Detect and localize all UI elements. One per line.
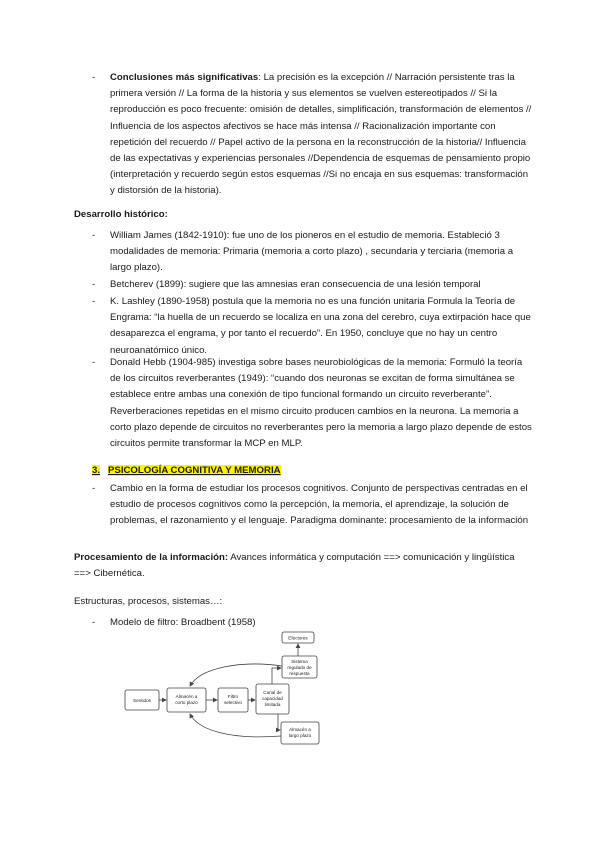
section3-item (92, 481, 532, 530)
section3-number: 3. (92, 465, 101, 476)
label-canal-1: Canal de (263, 690, 282, 695)
bullet-dash: - (92, 483, 96, 494)
label-sentidos: Sentidos (133, 698, 151, 703)
desarrollo-item-lashley (92, 294, 532, 359)
bullet-dash: - (92, 72, 96, 83)
label-almacen-lp-1: Almacén a (289, 727, 311, 732)
section3-heading (92, 463, 281, 479)
label-efectores: Efectores (288, 635, 308, 641)
label-sistema-2: regulado de (287, 665, 312, 670)
bullet-dash: - (92, 230, 96, 241)
arrow-feedback-top (190, 664, 282, 686)
conclusiones-text: : La precisión es la excepción // Narración persistente tras la primera versión // La forma de la historia y sus elementos se vuelven estereotipados // Si la reproducción es poco frecuente: omisión de detalles, simplificación, transformación de elementos // Influencia de los aspectos afectivos se hace más intensa // Racionalización importante con repetición del recuerdo // Papel activo de la persona en la reconstrucción de la historia// Influencia de las expectativas y experiencias personales //Dependencia de esquemas de pensamiento propio (interpretación y recuerdo según estos esquemas //Si no encaja en sus esquemas: transformación y distorsión de la historia). (110, 72, 532, 197)
desarrollo-item-hebb (92, 355, 532, 452)
desarrollo-item-text: K. Lashley (1890-1958) postula que la memoria no es una función unitaria Formula la Teoría de Engrama: “la huella de un recuerdo se localiza en una zona del cerebro, cuya extirpación hace que desaparezca el engrama, y por tanto el recuerdo”. En 1950, concluye que no hay un centro neuroanatómico único. (110, 296, 531, 356)
arrow-feedback-bottom (190, 714, 281, 737)
desarrollo-item-text: Betcherev (1899): sugiere que las amnesias eran consecuencia de una lesión temporal (110, 279, 481, 290)
conclusiones-body (110, 70, 532, 200)
bullet-dash: - (92, 279, 96, 290)
label-filtro-1: Filtro (227, 694, 239, 699)
label-canal-2: capacidad (262, 696, 283, 701)
label-sistema-3: respuesta (289, 671, 310, 676)
bullet-dash: - (92, 357, 96, 368)
conclusiones-item (92, 70, 532, 200)
label-sistema-1: Sistema (291, 659, 308, 664)
label-almacen-cp-2: corto plazo (175, 700, 198, 705)
conclusiones-label: Conclusiones más significativas (110, 72, 259, 83)
desarrollo-item-text: Donald Hebb (1904-985) investiga sobre bases neurobiológicas de la memoria: Formuló la teoría de los circuitos reverberantes (1949): “cuando dos neuronas se excitan de forma simultánea se establece entre ambas una conexión de tipo funcional formando un circuito reverberante”. Reverberaciones repetidas en el mismo circuito producen cambios en la neurona. La memoria a corto plazo depende de circuitos no reverberantes pero la memoria a largo plazo depende de estos circuitos permite transformar la MCP en MLP. (110, 357, 532, 450)
arrow-canal-largo (278, 714, 280, 730)
arrow-canal-sistema (272, 668, 281, 684)
desarrollo-item-james (92, 228, 532, 277)
section3-title: PSICOLOGÍA COGNITIVA Y MEMORIA (108, 465, 281, 476)
bullet-dash: - (92, 296, 96, 307)
estructuras-line: Estructuras, procesos, sistemas…: (74, 596, 223, 607)
desarrollo-item-betcherev (92, 277, 532, 293)
bullet-dash: - (92, 617, 96, 628)
procesamiento-label: Procesamiento de la información: (74, 552, 229, 563)
label-almacen-cp-1: Almacén a (175, 694, 198, 699)
desarrollo-heading (74, 207, 530, 223)
label-almacen-lp-2: largo plazo (288, 733, 312, 738)
label-filtro-2: selectivo (224, 700, 242, 705)
procesamiento-text: Avances informática y computación ==> comunicación y lingüística ==> Cibernética. (74, 552, 515, 580)
label-canal-3: limitada (264, 702, 281, 707)
desarrollo-heading-text: Desarrollo histórico: (74, 209, 168, 220)
broadbent-filter-diagram (120, 628, 330, 748)
desarrollo-item-text: William James (1842-1910): fue uno de los pioneros en el estudio de memoria. Estableció 3 modalidades de memoria: Primaria (memoria a corto plazo) , secundaria y terciaria (memoria a largo plazo). (110, 230, 514, 274)
modelo-text: Modelo de filtro: Broadbent (1958) (110, 617, 256, 628)
section3-item-text: Cambio en la forma de estudiar los procesos cognitivos. Conjunto de perspectivas centradas en el estudio de procesos cognitivos como la percepción, la memoria, el aprendizaje, la solución de problemas, el razonamiento y el lenguaje. Paradigma dominante: procesamiento de la información (110, 483, 529, 527)
procesamiento-paragraph (74, 550, 530, 582)
